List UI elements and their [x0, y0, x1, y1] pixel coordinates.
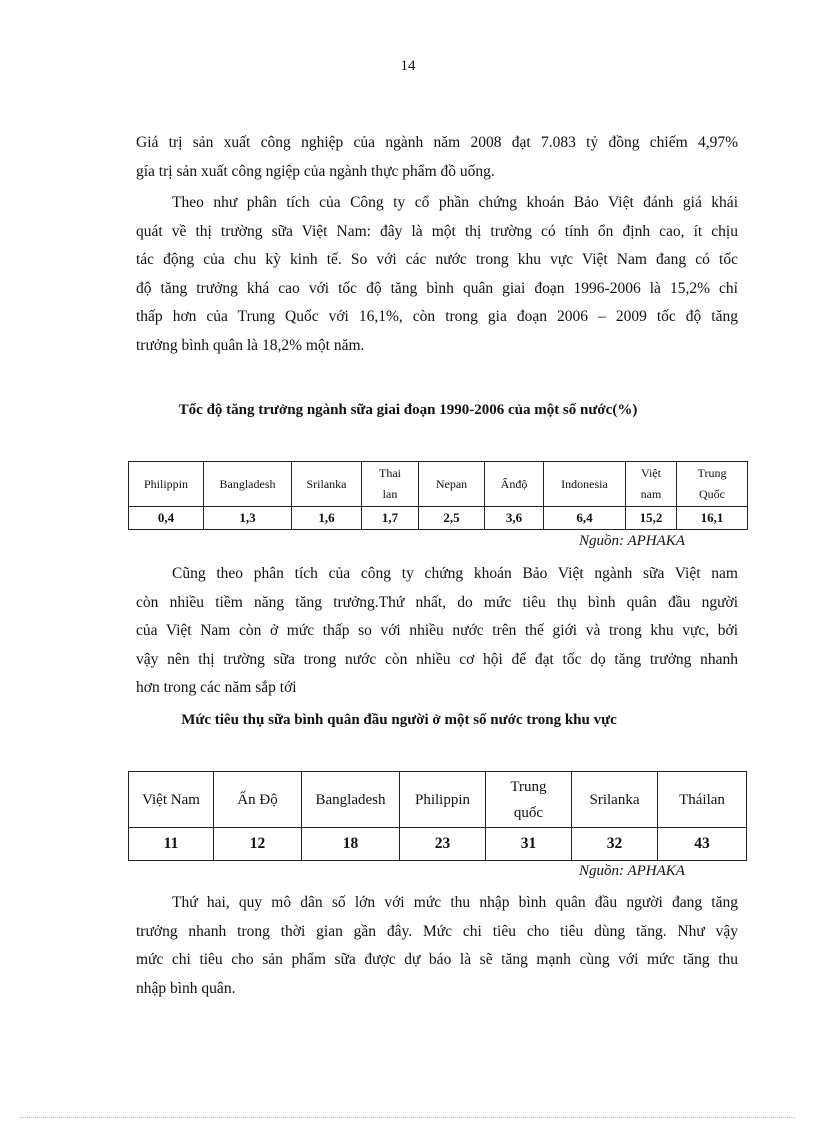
table1-title: Tốc độ tăng trưởng ngành sữa giai đoạn 1990-2006 của một số nước(%)	[178, 402, 638, 418]
header-cell	[626, 462, 677, 507]
header-line: Trung	[697, 466, 727, 480]
value-cell: 12	[214, 828, 302, 861]
table2-source: Nguồn: APHAKA	[579, 863, 685, 879]
text-line: độ tăng trưởng khá cao với tốc độ tăng bình quân giai đoạn 1996-2006 là 15,2% chỉ	[136, 279, 738, 297]
text-line: trưởng nhanh trong thời gian gần đây. Mức chi tiêu cho tiêu dùng tăng. Như vậy	[136, 922, 738, 940]
page-number: 14	[400, 58, 416, 74]
paragraph-market-analysis	[136, 189, 738, 361]
value-cell: 1,6	[292, 507, 362, 530]
header-cell: Bangladesh	[204, 462, 292, 507]
table2-title: Mức tiêu thụ sữa bình quân đầu người ở một số nước trong khu vực	[181, 712, 617, 728]
text-line: quát về thị trường sữa Việt Nam: đây là một thị trường có tính ổn định cao, ít chịu	[136, 222, 738, 240]
text-line: gía trị sản xuất công ngiệp của ngành thực phẩm đồ uống.	[136, 162, 495, 180]
text-line: hơn trong các năm sắp tới	[136, 679, 297, 697]
header-cell	[677, 462, 748, 507]
header-cell: Tháilan	[658, 772, 747, 828]
value-cell: 32	[572, 828, 658, 861]
header-cell: Indonesia	[544, 462, 626, 507]
header-line: Trung	[510, 778, 547, 795]
value-cell: 43	[658, 828, 747, 861]
text-line: Thứ hai, quy mô dân số lớn với mức thu nhập bình quân đầu người đang tăng	[172, 894, 738, 911]
header-line: Việt	[641, 466, 661, 480]
text-line: vậy nên thị trường sữa trong nước còn nhiều cơ hội để đạt tốc dọ tăng trưởng nhanh	[136, 650, 738, 668]
header-cell: Việt Nam	[129, 772, 214, 828]
header-line: lan	[382, 487, 398, 501]
value-cell: 2,5	[419, 507, 485, 530]
value-cell: 23	[400, 828, 486, 861]
text-line: nhập bình quân.	[136, 979, 236, 997]
header-cell: Srilanka	[292, 462, 362, 507]
header-cell: Bangladesh	[302, 772, 400, 828]
text-line: Theo như phân tích của Công ty cổ phần chứng khoán Bảo Việt đánh giá khái	[172, 194, 738, 211]
value-cell: 11	[129, 828, 214, 861]
value-cell: 18	[302, 828, 400, 861]
header-cell	[486, 772, 572, 828]
value-cell: 16,1	[677, 507, 748, 530]
growth-rate-table	[128, 461, 748, 530]
text-line: trưởng bình quân là 18,2% một năm.	[136, 336, 365, 354]
value-cell: 15,2	[626, 507, 677, 530]
header-cell: Philippin	[400, 772, 486, 828]
text-line: tác động của chu kỳ kinh tế. So với các nước trong khu vực Việt Nam đang có tốc	[136, 251, 738, 269]
value-cell: 0,4	[129, 507, 204, 530]
text-line: thấp hơn của Trung Quốc với 16,1%, còn trong gia đoạn 2006 – 2009 tốc độ tăng	[136, 308, 738, 326]
header-cell: Srilanka	[572, 772, 658, 828]
page-bottom-divider	[20, 1117, 796, 1118]
paragraph-production-value	[136, 129, 738, 186]
header-cell	[362, 462, 419, 507]
header-line: quốc	[513, 804, 544, 821]
header-cell: Nepan	[419, 462, 485, 507]
header-cell: Ấnđộ	[485, 462, 544, 507]
header-cell: Ấn Độ	[214, 772, 302, 828]
value-cell: 3,6	[485, 507, 544, 530]
value-cell: 6,4	[544, 507, 626, 530]
paragraph-population-income	[136, 889, 738, 1003]
header-line: Quốc	[699, 487, 725, 501]
value-cell: 1,7	[362, 507, 419, 530]
header-line: Thai	[379, 466, 401, 480]
text-line: Cũng theo phân tích của công ty chứng khoán Bảo Việt ngành sữa Việt nam	[172, 565, 738, 582]
header-cell: Philippin	[129, 462, 204, 507]
consumption-table	[128, 771, 747, 861]
value-cell: 1,3	[204, 507, 292, 530]
text-line: mức chi tiêu cho sản phẩm sữa được dự báo là sẽ tăng mạnh cùng với mức tăng thu	[136, 951, 738, 969]
table1-source: Nguồn: APHAKA	[579, 533, 685, 549]
text-line: của Việt Nam còn ở mức thấp so với nhiều nước trên thế giới và trong khu vực, bởi	[136, 622, 738, 640]
header-line: nam	[640, 487, 662, 501]
paragraph-growth-potential	[136, 560, 738, 703]
value-cell: 31	[486, 828, 572, 861]
text-line: còn nhiều tiềm năng tăng trưởng.Thứ nhất, do mức tiêu thụ bình quân đầu người	[136, 593, 738, 611]
text-line: Giá trị sản xuất công nghiệp của ngành năm 2008 đạt 7.083 tỷ đồng chiếm 4,97%	[136, 134, 738, 151]
